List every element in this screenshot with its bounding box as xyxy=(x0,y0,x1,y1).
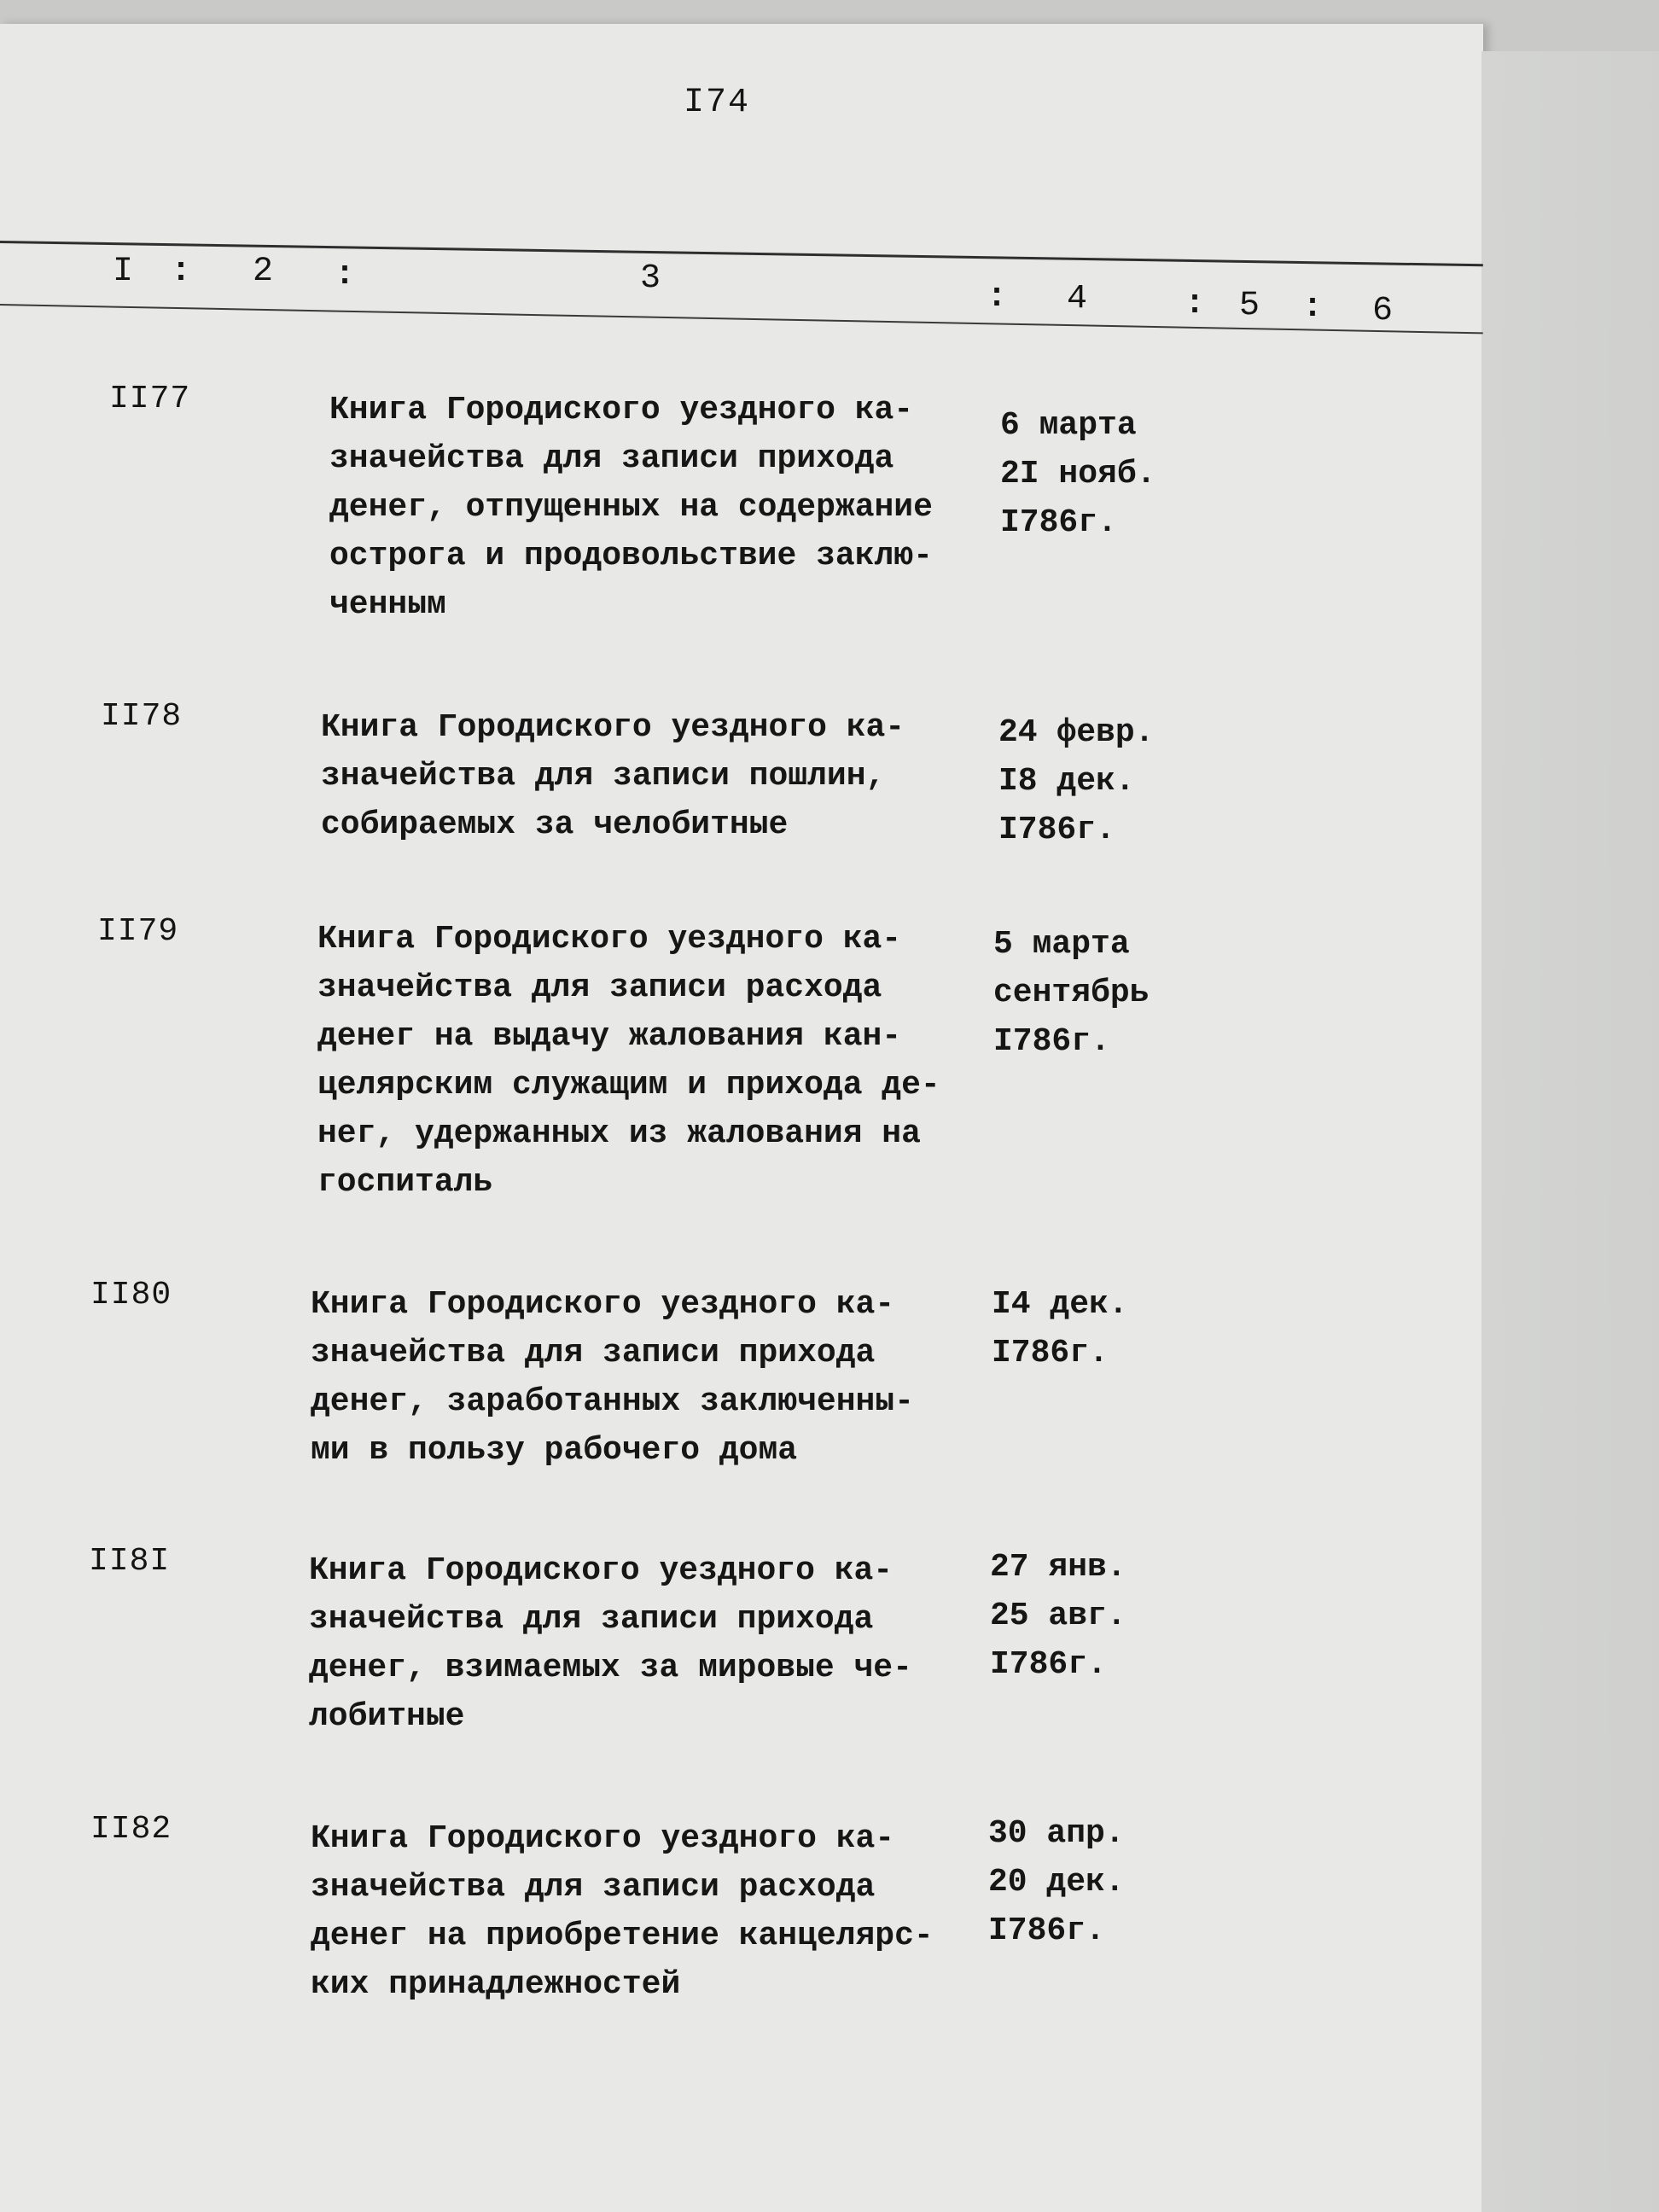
date-line: 20 дек. xyxy=(988,1864,1125,1901)
date-line: 27 янв. xyxy=(990,1549,1126,1586)
entry-number: II79 xyxy=(97,913,179,950)
description-line: Книга Городиского уездного ка- xyxy=(311,1286,895,1323)
date-line: 24 февр. xyxy=(998,714,1155,751)
date-line: 5 марта xyxy=(993,926,1130,963)
entry-date xyxy=(988,1809,1159,1955)
entry-number: II77 xyxy=(109,381,191,417)
column-separator: : xyxy=(171,253,192,291)
column-header-5: 5 xyxy=(1239,287,1260,325)
entry-description xyxy=(311,1814,976,2009)
description-line: Книга Городиского уездного ка- xyxy=(329,392,914,428)
description-line: целярским служащим и прихода де- xyxy=(317,1067,940,1103)
description-line: Книга Городиского уездного ка- xyxy=(317,921,902,958)
description-line: Книга Городиского уездного ка- xyxy=(311,1820,895,1857)
description-line: острога и продовольствие заклю- xyxy=(329,538,933,574)
description-line: ченным xyxy=(329,586,446,623)
entry-date xyxy=(993,920,1164,1066)
date-line: I4 дек. xyxy=(992,1286,1128,1323)
entry-number: II78 xyxy=(101,698,183,735)
entry-description xyxy=(329,386,995,629)
column-header-1: I xyxy=(113,253,134,291)
description-line: денег, заработанных заключенны- xyxy=(311,1383,914,1420)
date-line: I786г. xyxy=(992,1335,1109,1371)
date-line: I786г. xyxy=(993,1023,1110,1060)
column-header-2: 2 xyxy=(253,253,274,291)
column-separator: : xyxy=(987,278,1008,317)
entry-description xyxy=(309,1546,975,1741)
entry-date xyxy=(992,1280,1162,1377)
entry-date xyxy=(998,708,1169,854)
column-header-6: 6 xyxy=(1372,292,1394,330)
column-separator: : xyxy=(1185,285,1206,323)
entry-description xyxy=(317,915,983,1207)
entry-description xyxy=(311,1280,976,1475)
page-edge-shadow xyxy=(1481,51,1659,2212)
date-line: I786г. xyxy=(998,812,1115,848)
entry-number: II8I xyxy=(89,1543,171,1580)
description-line: ких принадлежностей xyxy=(311,1966,681,2003)
date-line: I8 дек. xyxy=(998,763,1135,800)
description-line: денег, взимаемых за мировые че- xyxy=(309,1650,912,1686)
description-line: лобитные xyxy=(309,1698,465,1735)
date-line: I786г. xyxy=(990,1646,1107,1683)
description-line: значейства для записи прихода xyxy=(311,1335,876,1371)
description-line: денег, отпущенных на содержание xyxy=(329,489,933,526)
description-line: собираемых за челобитные xyxy=(321,806,789,843)
description-line: значейства для записи пошлин, xyxy=(321,758,886,795)
description-line: значейства для записи расхода xyxy=(311,1869,876,1906)
description-line: госпиталь xyxy=(317,1164,493,1201)
page-number: I74 xyxy=(683,84,750,122)
description-line: значейства для записи прихода xyxy=(329,440,894,477)
date-line: 6 марта xyxy=(1000,407,1137,444)
column-separator: : xyxy=(335,256,356,294)
description-line: нег, удержанных из жалования на xyxy=(317,1115,921,1152)
description-line: Книга Городиского уездного ка- xyxy=(309,1552,894,1589)
description-line: денег на выдачу жалования кан- xyxy=(317,1018,902,1055)
description-line: значейства для записи прихода xyxy=(309,1601,874,1638)
description-line: денег на приобретение канцелярс- xyxy=(311,1918,934,1954)
date-line: I786г. xyxy=(988,1912,1105,1949)
date-line: сентябрь xyxy=(993,975,1150,1011)
entry-number: II82 xyxy=(90,1811,172,1848)
entry-date xyxy=(1000,401,1171,547)
entry-number: II80 xyxy=(90,1277,172,1313)
date-line: 2I нояб. xyxy=(1000,456,1156,492)
date-line: I786г. xyxy=(1000,504,1117,541)
entry-date xyxy=(990,1543,1161,1689)
description-line: ми в пользу рабочего дома xyxy=(311,1432,798,1469)
date-line: 25 авг. xyxy=(990,1598,1126,1634)
column-header-4: 4 xyxy=(1067,280,1088,318)
column-separator: : xyxy=(1302,288,1324,327)
entry-description xyxy=(321,703,987,849)
column-header-3: 3 xyxy=(640,259,661,298)
date-line: 30 апр. xyxy=(988,1815,1125,1852)
description-line: Книга Городиского уездного ка- xyxy=(321,709,905,746)
description-line: значейства для записи расхода xyxy=(317,969,882,1006)
